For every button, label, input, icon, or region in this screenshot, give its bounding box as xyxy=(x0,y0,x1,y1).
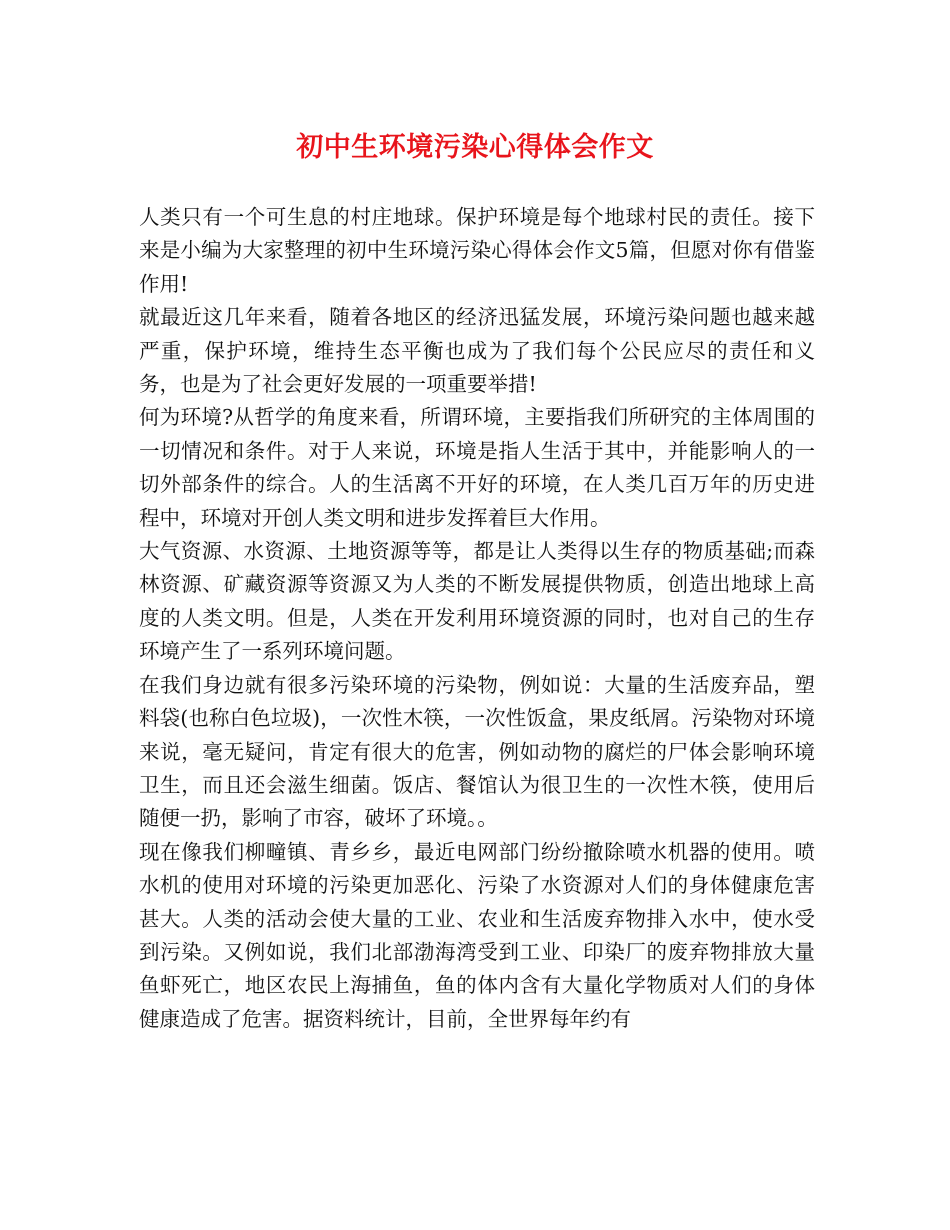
paragraph-intro: 人类只有一个可生息的村庄地球。保护环境是每个地球村民的责任。接下来是小编为大家整理的初中生环境污染心得体会作文5篇，但愿对你有借鉴作用! xyxy=(139,205,815,296)
paragraph-pollution-trend: 就最近这几年来看，随着各地区的经济迅猛发展，环境污染问题也越来越严重，保护环境，维持生态平衡也成为了我们每个公民应尽的责任和义务，也是为了社会更好发展的一项重要举措! xyxy=(139,305,815,397)
paragraph-water-pollution: 现在像我们柳疃镇、青乡乡，最近电网部门纷纷撤除喷水机器的使用。喷水机的使用对环境的污染更加恶化、污染了水资源对人们的身体健康危害甚大。人类的活动会使大量的工业、农业和生活废弃物排入水中，使水受到污染。又例如说，我们北部渤海湾受到工业、印染厂的废弃物排放大量鱼虾死亡，地区农民上海捕鱼，鱼的体内含有大量化学物质对人们的身体健康造成了危害。据资料统计，目前，全世界每年约有 xyxy=(139,839,815,1031)
paragraph-pollutants: 在我们身边就有很多污染环境的污染物，例如说：大量的生活废弃品，塑料袋(也称白色垃圾)，一次性木筷，一次性饭盒，果皮纸屑。污染物对环境来说，毫无疑问，肯定有很大的危害，例如动物的腐烂的尸体会影响环境卫生，而且还会滋生细菌。饭店、餐馆认为很卫生的一次性木筷，使用后随便一扔，影响了市容，破坏了环境。。 xyxy=(139,672,815,831)
paragraph-resources: 大气资源、水资源、土地资源等等，都是让人类得以生存的物质基础;而森林资源、矿藏资源等资源又为人类的不断发展提供物质，创造出地球上高度的人类文明。但是，人类在开发利用环境资源的同时，也对自己的生存环境产生了一系列环境问题。 xyxy=(139,539,815,664)
document-title: 初中生环境污染心得体会作文 xyxy=(296,132,654,163)
paragraph-environment-definition: 何为环境?从哲学的角度来看，所谓环境，主要指我们所研究的主体周围的一切情况和条件。对于人来说，环境是指人生活于其中，并能影响人的一切外部条件的综合。人的生活离不开好的环境，在人类几百万年的历史进程中，环境对开创人类文明和进步发挥着巨大作用。 xyxy=(139,405,815,530)
document-body xyxy=(139,201,815,1036)
